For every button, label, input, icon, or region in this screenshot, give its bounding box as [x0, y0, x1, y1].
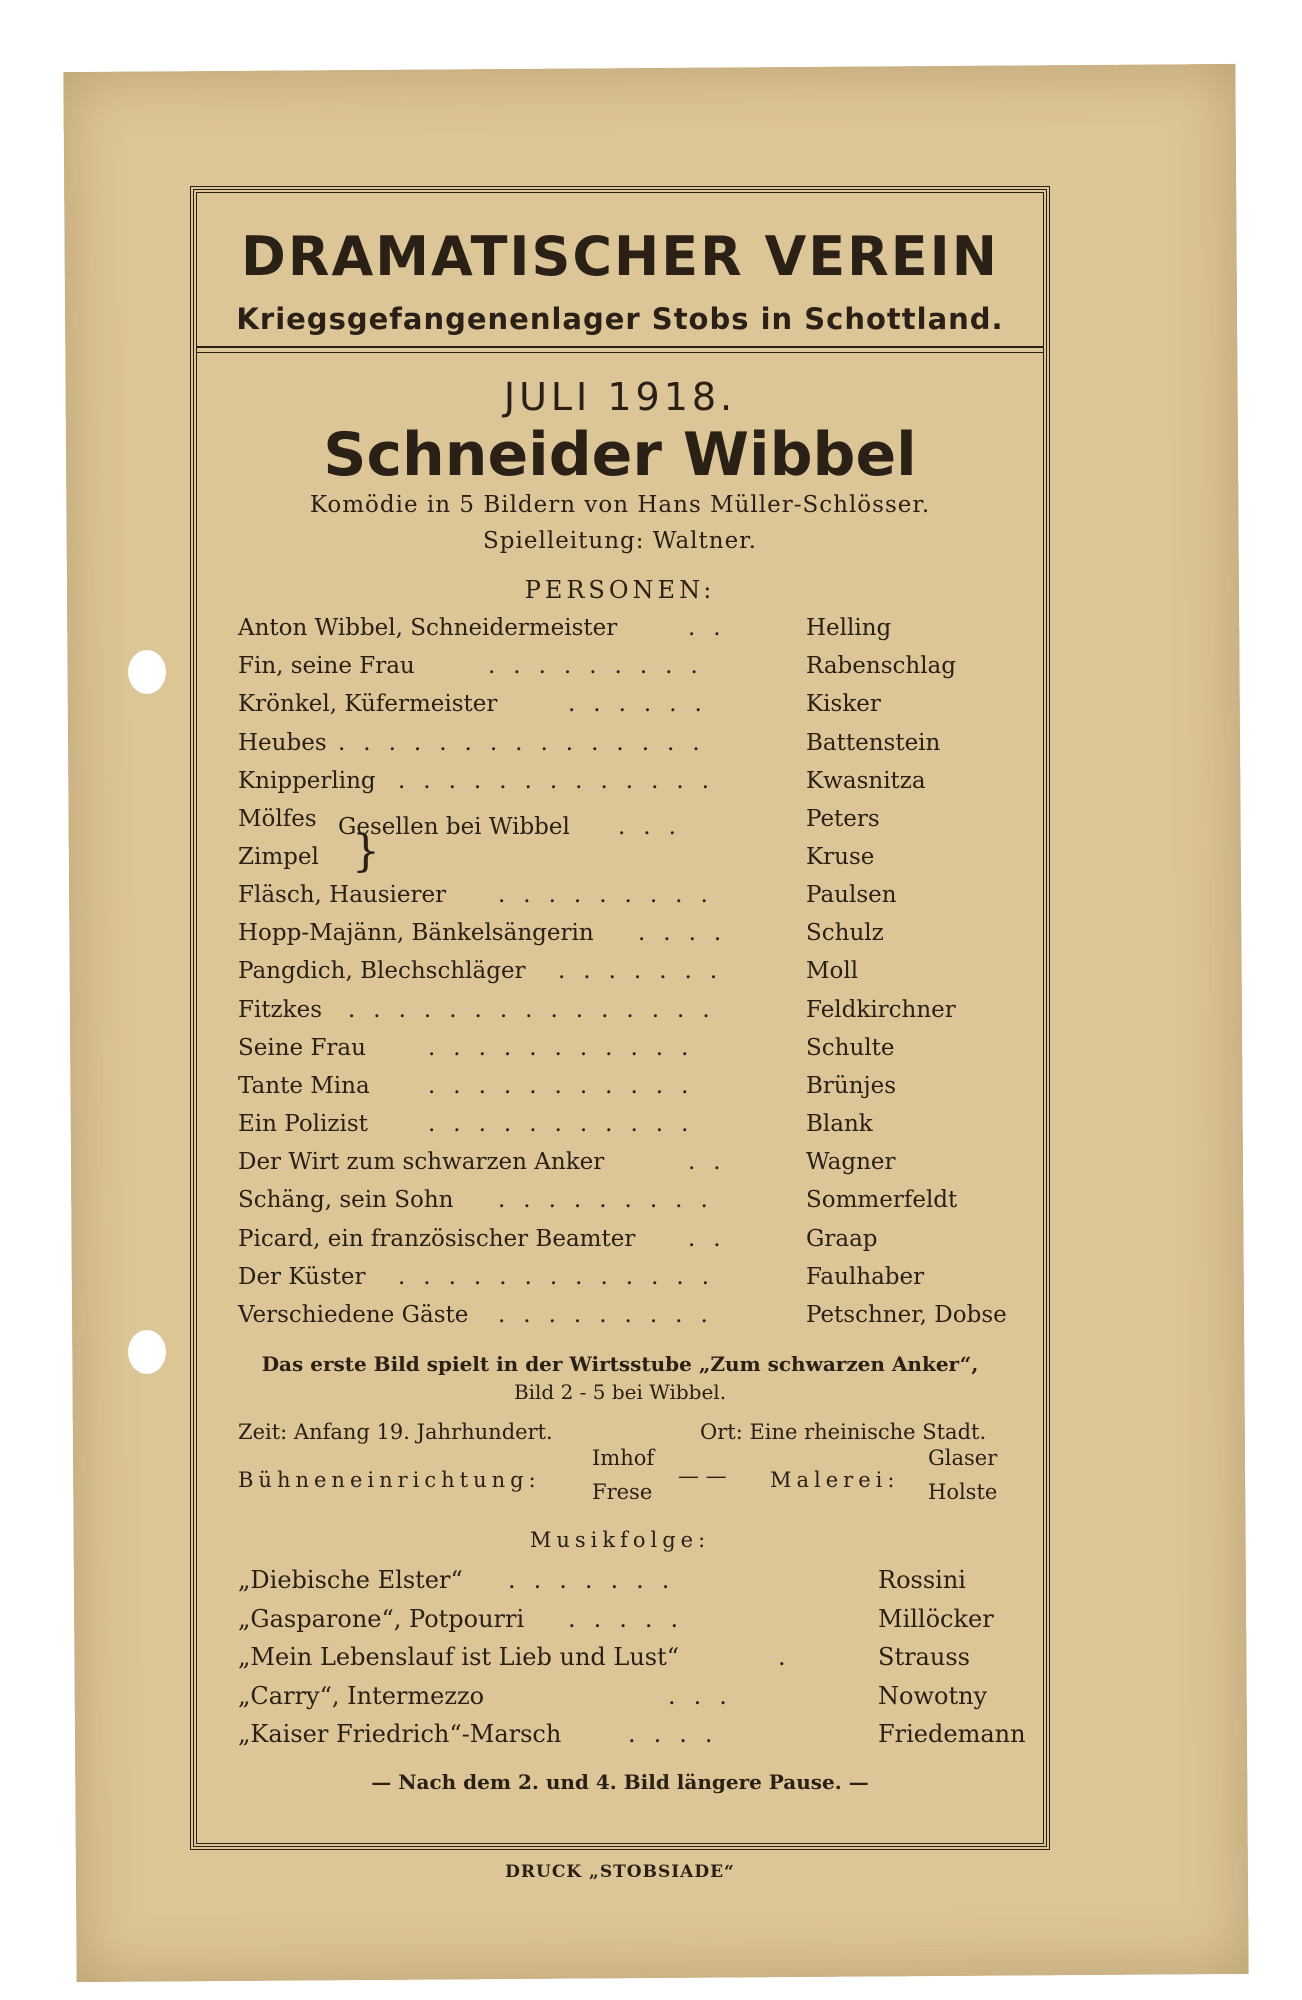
cast-row: Ein Polizist ........... Blank	[238, 1111, 873, 1138]
cast-list	[238, 615, 1018, 1340]
cast-actor: Kisker	[806, 691, 881, 718]
cast-actor: Kruse	[806, 843, 875, 870]
cast-role: Fläsch, Hausierer	[238, 881, 447, 908]
performance-date: JULI 1918.	[503, 375, 737, 419]
music-row: „Gasparone“, Potpourri ..... Millöcker	[238, 1604, 994, 1633]
cast-actor: Schulte	[806, 1034, 895, 1061]
cast-actor: Blank	[806, 1111, 873, 1138]
cast-role: Zimpel	[238, 843, 319, 870]
cast-role: Fitzkes	[238, 996, 323, 1023]
cast-row: Der Küster ............. Faulhaber	[238, 1263, 925, 1290]
cast-role: Pangdich, Blechschläger	[238, 958, 526, 985]
music-list	[238, 1566, 1028, 1759]
music-heading: Musikfolge:	[529, 1528, 711, 1552]
place-note: Ort: Eine rheinische Stadt.	[700, 1420, 987, 1444]
cast-heading: PERSONEN:	[524, 576, 716, 604]
cast-actor: Graap	[806, 1225, 878, 1252]
music-title: „Gasparone“, Potpourri	[238, 1604, 525, 1633]
scene-note: Bild 2 - 5 bei Wibbel.	[513, 1380, 727, 1404]
cast-actor: Paulsen	[806, 881, 897, 908]
cast-role: Fin, seine Frau	[238, 653, 415, 680]
club-name: DRAMATISCHER VEREIN	[241, 225, 999, 288]
dash: — —	[678, 1464, 727, 1488]
music-title: „Kaiser Friedrich“-Marsch	[238, 1720, 562, 1748]
cast-role: Anton Wibbel, Schneidermeister	[238, 615, 618, 641]
cast-actor: Petschner, Dobse	[806, 1302, 1007, 1328]
cast-actor: Helling	[806, 615, 892, 641]
cast-row: Fitzkes ............... Feldkirchner	[238, 996, 956, 1023]
cast-role: Der Küster	[238, 1263, 366, 1290]
brace: }	[352, 826, 380, 877]
music-row: „Carry“, Intermezzo ... Nowotny	[238, 1681, 988, 1710]
cast-row: Seine Frau ........... Schulte	[238, 1034, 895, 1061]
scene-note: Das erste Bild spielt in der Wirtsstube „Zum schwarzen Anker“,	[261, 1352, 979, 1376]
stage-label: Bühneneinrichtung:	[238, 1468, 541, 1492]
cast-actor: Schulz	[806, 920, 884, 947]
cast-row: Der Wirt zum schwarzen Anker .. Wagner	[238, 1149, 896, 1176]
cast-actor: Sommerfeldt	[806, 1187, 958, 1214]
cast-actor: Rabenschlag	[806, 653, 956, 680]
gesellen-note: Gesellen bei Wibbel	[338, 813, 570, 840]
cast-row: Heubes ............... Battenstein	[238, 729, 941, 756]
stage-name: Frese	[592, 1480, 653, 1504]
time-note: Zeit: Anfang 19. Jahrhundert.	[238, 1420, 553, 1444]
cast-actor: Peters	[806, 805, 880, 832]
painting-name: Glaser	[928, 1446, 998, 1470]
cast-role: Ein Polizist	[238, 1111, 368, 1138]
pause-note: — Nach dem 2. und 4. Bild längere Pause. —	[371, 1770, 869, 1794]
painting-name: Holste	[928, 1480, 998, 1504]
music-title: „Mein Lebenslauf ist Lieb und Lust“	[238, 1643, 680, 1671]
music-composer: Rossini	[878, 1566, 966, 1594]
cast-actor: Feldkirchner	[806, 996, 956, 1023]
music-row: „Mein Lebenslauf ist Lieb und Lust“ . Strauss	[238, 1643, 970, 1671]
music-composer: Friedemann	[878, 1720, 1026, 1748]
cast-row: Fin, seine Frau ......... Rabenschlag	[238, 653, 956, 680]
painting-label: Malerei:	[770, 1468, 900, 1492]
punch-hole	[128, 650, 166, 694]
cast-actor: Kwasnitza	[806, 767, 926, 794]
cast-role: Verschiedene Gäste	[238, 1302, 469, 1328]
music-title: „Carry“, Intermezzo	[238, 1681, 485, 1710]
camp-name: Kriegsgefangenenlager Stobs in Schottland.	[236, 302, 1004, 336]
cast-actor: Brünjes	[806, 1072, 897, 1099]
cast-role: Der Wirt zum schwarzen Anker	[238, 1149, 605, 1176]
cast-row: Pangdich, Blechschläger ....... Moll	[238, 958, 859, 985]
stage-direction: Spielleitung: Waltner.	[483, 528, 757, 554]
cast-row: Krönkel, Küfermeister ...... Kisker	[238, 691, 881, 718]
cast-role: Tante Mina	[238, 1072, 370, 1099]
cast-role: Krönkel, Küfermeister	[238, 691, 498, 718]
play-subtitle: Komödie in 5 Bildern von Hans Müller-Schlösser.	[309, 492, 931, 518]
header-divider	[196, 352, 1044, 353]
cast-row: Verschiedene Gäste ......... Petschner, Dobse	[238, 1302, 1007, 1328]
cast-row: Picard, ein französischer Beamter .. Graap	[238, 1225, 878, 1252]
cast-role: Picard, ein französischer Beamter	[238, 1225, 636, 1252]
music-row: „Diebische Elster“ ....... Rossini	[238, 1566, 966, 1594]
music-composer: Strauss	[878, 1643, 970, 1671]
cast-row: Anton Wibbel, Schneidermeister .. Helling	[238, 615, 892, 641]
cast-row: Knipperling ............. Kwasnitza	[238, 767, 926, 794]
cast-row: Hopp-Majänn, Bänkelsängerin .... Schulz	[238, 920, 884, 947]
cast-role: Schäng, sein Sohn	[238, 1187, 454, 1214]
cast-role: Knipperling	[238, 767, 376, 794]
music-composer: Millöcker	[878, 1604, 994, 1633]
punch-hole	[128, 1330, 166, 1374]
cast-row: Fläsch, Hausierer ......... Paulsen	[238, 881, 897, 908]
play-title: Schneider Wibbel	[323, 420, 917, 490]
cast-actor: Battenstein	[806, 729, 941, 756]
music-composer: Nowotny	[878, 1681, 988, 1710]
music-row: „Kaiser Friedrich“-Marsch .... Friedemann	[238, 1720, 1026, 1748]
cast-row: Schäng, sein Sohn ......... Sommerfeldt	[238, 1187, 958, 1214]
cast-role: Mölfes	[238, 805, 317, 832]
music-title: „Diebische Elster“	[238, 1566, 463, 1594]
cast-row: Tante Mina ........... Brünjes	[238, 1072, 897, 1099]
stage-name: Imhof	[592, 1446, 655, 1470]
cast-actor: Wagner	[806, 1149, 896, 1176]
cast-row: Zimpel Kruse Gesellen bei Wibbel ...	[238, 813, 875, 870]
header-divider	[196, 346, 1044, 348]
cast-role: Hopp-Majänn, Bänkelsängerin	[238, 920, 594, 947]
cast-actor: Moll	[806, 958, 859, 985]
cast-actor: Faulhaber	[806, 1263, 925, 1290]
cast-role: Seine Frau	[238, 1034, 366, 1061]
printer-imprint: DRUCK „STOBSIADE“	[505, 1862, 735, 1882]
cast-role: Heubes	[238, 729, 327, 756]
